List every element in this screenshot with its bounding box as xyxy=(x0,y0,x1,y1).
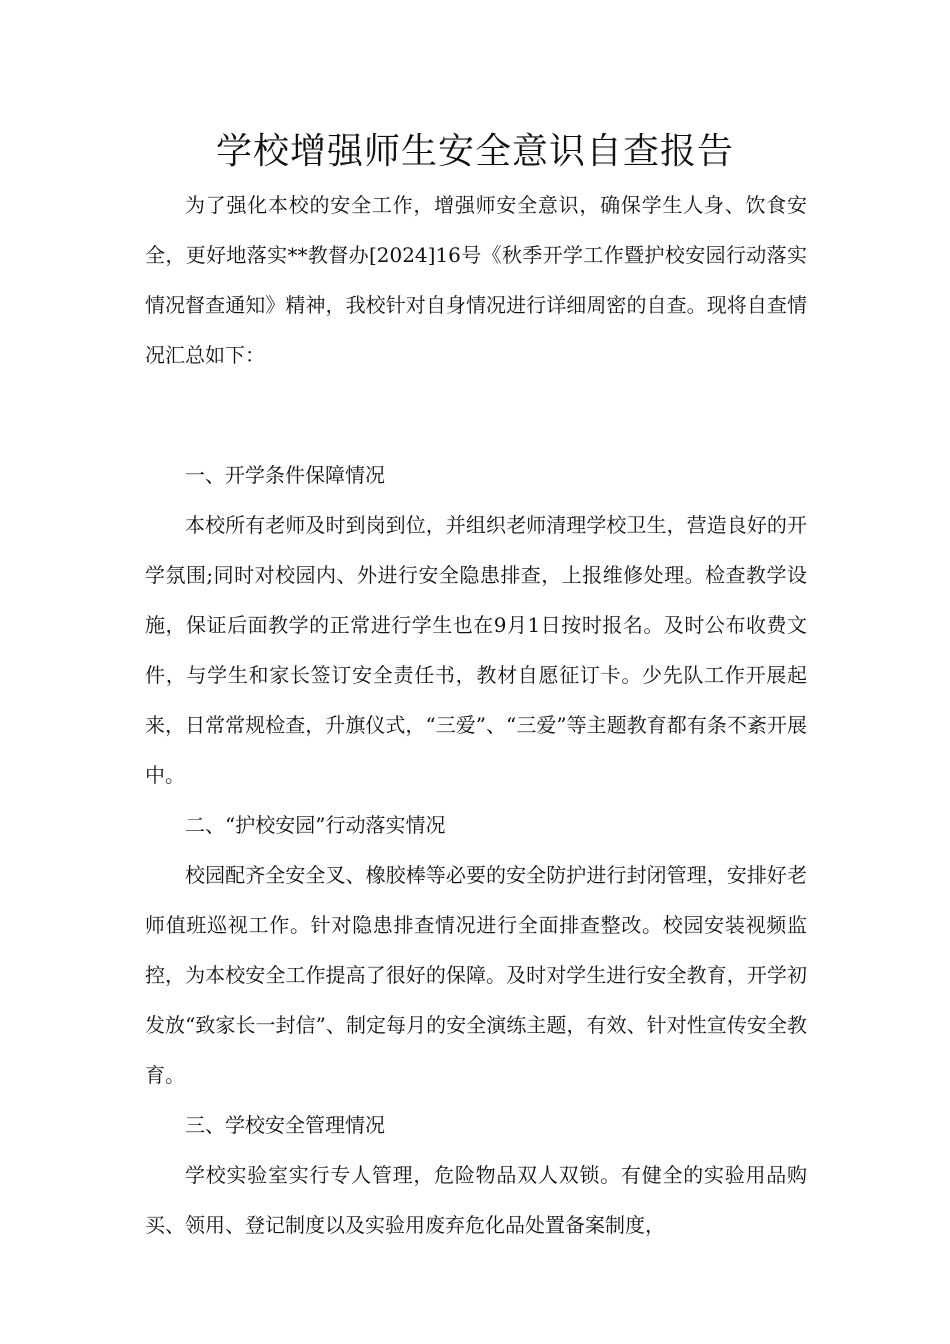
document-body xyxy=(145,180,807,1250)
document-title: 学校增强师生安全意识自查报告 xyxy=(215,131,734,172)
section-3-paragraph: 学校实验室实行专人管理，危险物品双人双锁。有健全的实验用品购买、领用、登记制度以及实验用废弃危化品处置备案制度， xyxy=(145,1163,807,1237)
section-2-paragraph: 校园配齐全安全叉、橡胶棒等必要的安全防护进行封闭管理，安排好老师值班巡视工作。针对隐患排查情况进行全面排查整改。校园安装视频监控，为本校安全工作提高了很好的保障。及时对学生进行安全教育，开学初发放“致家长一封信”、制定每月的安全演练主题，有效、针对性宣传安全教育。 xyxy=(145,863,807,1087)
paragraph-gap xyxy=(145,380,807,450)
section-1-paragraph: 本校所有老师及时到岗到位，并组织老师清理学校卫生，营造良好的开学氛围;同时对校园内、外进行安全隐患排查，上报维修处理。检查教学设施，保证后面教学的正常进行学生也在9月1日按时报名。及时公布收费文件，与学生和家长签订安全责任书，教材自愿征订卡。少先队工作开展起来，日常常规检查，升旗仪式，“三爱”、“三爱”等主题教育都有条不紊开展中。 xyxy=(145,513,807,787)
section-heading-2: 二、“护校安园”行动落实情况 xyxy=(185,813,446,837)
section-heading-3: 三、学校安全管理情况 xyxy=(185,1113,385,1137)
section-heading-1: 一、开学条件保障情况 xyxy=(185,463,385,487)
intro-paragraph: 为了强化本校的安全工作，增强师安全意识，确保学生人身、饮食安全，更好地落实**教督办[2024]16号《秋季开学工作暨护校安园行动落实情况督查通知》精神，我校针对自身情况进行详细周密的自查。现将自查情况汇总如下： xyxy=(145,193,807,367)
